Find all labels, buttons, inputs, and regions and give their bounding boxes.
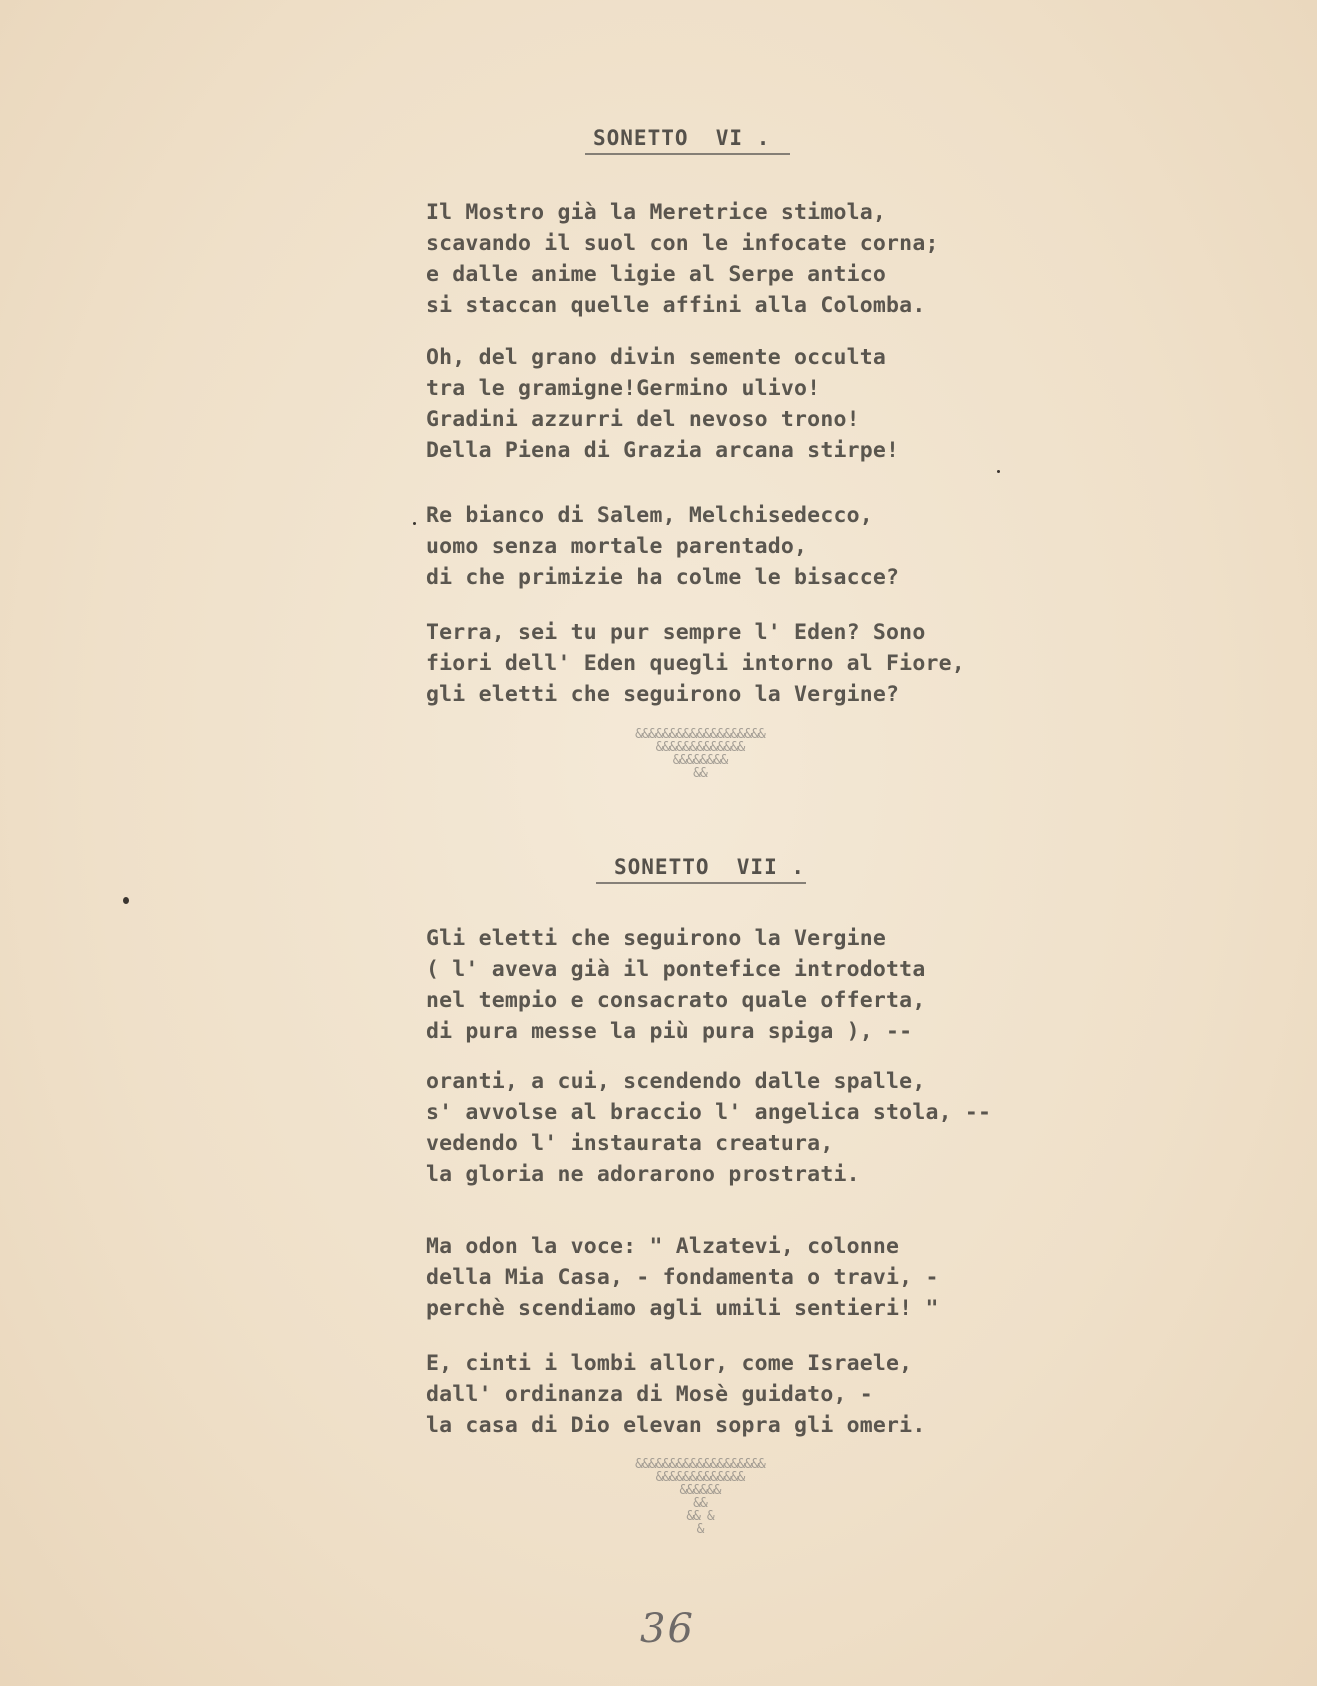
- sonnet-vii-stanza-2: [426, 1066, 1026, 1190]
- verse-line: fiori dell' Eden quegli intorno al Fiore,: [426, 651, 965, 676]
- verse-line: oranti, a cui, scendendo dalle spalle,: [426, 1069, 926, 1094]
- verse-line: perchè scendiamo agli umili sentieri! ": [426, 1296, 939, 1321]
- sonnet-vii-title: SONETTO VII .: [614, 855, 806, 879]
- verse-line: Oh, del grano divin semente occulta: [426, 345, 887, 370]
- verse-line: tra le gramigne!Germino ulivo!: [426, 376, 821, 401]
- typed-ornament-1: &&&&&&&&&&&&&&&&&&& &&&&&&&&&&&&& &&&&&&&& &&: [635, 727, 765, 781]
- verse-line: ( l' aveva già il pontefice introdotta: [426, 957, 926, 982]
- sonnet-vi-title: SONETTO VI .: [593, 126, 771, 150]
- verse-line: e dalle anime ligie al Serpe antico: [426, 262, 887, 287]
- verse-line: dall' ordinanza di Mosè guidato, -: [426, 1382, 873, 1407]
- verse-line: di pura messe la più pura spiga ), --: [426, 1019, 913, 1044]
- verse-line: E, cinti i lombi allor, come Israele,: [426, 1351, 913, 1376]
- page-number: 36: [640, 1606, 695, 1652]
- verse-line: Re bianco di Salem, Melchisedecco,: [426, 503, 873, 528]
- sonnet-vi-stanza-3: [426, 500, 1026, 593]
- sonnet-vii-stanza-1: [426, 923, 1026, 1047]
- sonnet-vii-stanza-3: [426, 1231, 1026, 1324]
- verse-line: della Mia Casa, - fondamenta o travi, -: [426, 1265, 939, 1290]
- sonnet-vii-title-underline: [596, 882, 806, 884]
- typed-ornament-2: &&&&&&&&&&&&&&&&&&& &&&&&&&&&&&&& &&&&&& && && & &: [635, 1457, 765, 1537]
- verse-line: scavando il suol con le infocate corna;: [426, 231, 939, 256]
- verse-line: Il Mostro già la Meretrice stimola,: [426, 200, 887, 225]
- verse-line: Gli eletti che seguirono la Vergine: [426, 926, 887, 951]
- verse-line: nel tempio e consacrato quale offerta,: [426, 988, 926, 1013]
- verse-line: Della Piena di Grazia arcana stirpe!: [426, 438, 900, 463]
- verse-line: gli eletti che seguirono la Vergine?: [426, 682, 900, 707]
- verse-line: vedendo l' instaurata creatura,: [426, 1131, 834, 1156]
- verse-line: s' avvolse al braccio l' angelica stola, --: [426, 1100, 992, 1125]
- verse-line: Ma odon la voce: " Alzatevi, colonne: [426, 1234, 900, 1259]
- verse-line: si staccan quelle affini alla Colomba.: [426, 293, 926, 318]
- sonnet-vi-title-underline: [585, 153, 790, 155]
- verse-line: uomo senza mortale parentado,: [426, 534, 808, 559]
- verse-line: Gradini azzurri del nevoso trono!: [426, 407, 860, 432]
- verse-line: la casa di Dio elevan sopra gli omeri.: [426, 1413, 926, 1438]
- sonnet-vii-stanza-4: [426, 1348, 1026, 1441]
- verse-line: di che primizie ha colme le bisacce?: [426, 565, 900, 590]
- sonnet-vi-stanza-4: [426, 617, 1026, 710]
- ink-speck: [997, 470, 1000, 473]
- verse-line: la gloria ne adorarono prostrati.: [426, 1162, 860, 1187]
- sonnet-vi-stanza-1: [426, 197, 1026, 321]
- ink-speck: [413, 522, 416, 525]
- ink-speck: [123, 897, 129, 904]
- verse-line: Terra, sei tu pur sempre l' Eden? Sono: [426, 620, 926, 645]
- sonnet-vi-stanza-2: [426, 342, 1026, 466]
